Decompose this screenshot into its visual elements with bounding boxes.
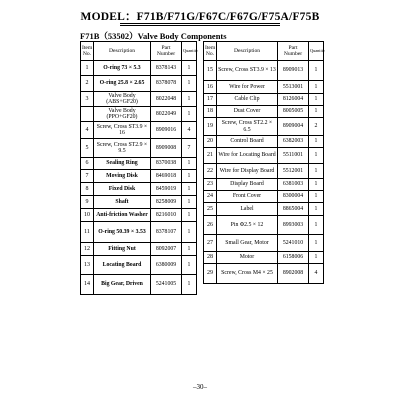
table-row — [204, 203, 324, 216]
item-no-cell: 18 — [204, 106, 217, 118]
quantity-cell: 1 — [309, 235, 324, 252]
quantity-cell: 1 — [182, 158, 197, 170]
description-cell: Moving Disk — [94, 170, 151, 183]
description-cell: O-ring 25.8 × 2.65 — [94, 76, 151, 92]
description-cell: Cable Clip — [217, 94, 278, 106]
quantity-cell: 1 — [309, 191, 324, 203]
part-number-cell: 8258009 — [151, 196, 182, 209]
table-row — [81, 209, 197, 222]
header-part-number: Part Number — [151, 42, 182, 61]
item-no-cell: 7 — [81, 170, 94, 183]
description-cell: Display Board — [217, 179, 278, 191]
item-no-cell: 1 — [81, 61, 94, 76]
quantity-cell: 1 — [182, 209, 197, 222]
table-row — [204, 148, 324, 164]
quantity-cell: 1 — [182, 107, 197, 122]
item-no-cell: 12 — [81, 243, 94, 256]
item-no-cell: 24 — [204, 191, 217, 203]
parts-table-right — [203, 41, 324, 284]
part-number-cell: 6380009 — [151, 256, 182, 275]
item-no-cell: 16 — [204, 81, 217, 94]
description-cell: Sealing Ring — [94, 158, 151, 170]
table-row — [204, 136, 324, 148]
description-cell: Fitting Nut — [94, 243, 151, 256]
description-cell: Small Gear, Motor — [217, 235, 278, 252]
table-header-row — [81, 42, 197, 61]
table-row — [81, 107, 197, 122]
item-no-cell: 8 — [81, 183, 94, 196]
description-cell: Dust Cover — [217, 106, 278, 118]
table-row — [81, 222, 197, 243]
description-cell: Label — [217, 203, 278, 216]
quantity-cell: 1 — [309, 94, 324, 106]
quantity-cell: 4 — [182, 122, 197, 139]
quantity-cell: 1 — [182, 183, 197, 196]
description-cell: Screw, Cross ST3.9 × 16 — [94, 122, 151, 139]
header-description: Description — [94, 42, 151, 61]
quantity-cell: 1 — [182, 196, 197, 209]
parts-table-left — [80, 41, 197, 295]
table-row — [81, 170, 197, 183]
description-cell: O-ring 50.39 × 3.53 — [94, 222, 151, 243]
item-no-cell: 2 — [81, 76, 94, 92]
item-no-cell: 25 — [204, 203, 217, 216]
description-cell: Wire for Locating Board — [217, 148, 278, 164]
part-number-cell: 5512001 — [278, 164, 309, 179]
table-row — [204, 179, 324, 191]
part-number-cell: 8378143 — [151, 61, 182, 76]
quantity-cell: 1 — [309, 136, 324, 148]
item-no-cell: 13 — [81, 256, 94, 275]
table-row — [204, 61, 324, 81]
item-no-cell: 22 — [204, 164, 217, 179]
table-row — [204, 81, 324, 94]
item-no-cell: 20 — [204, 136, 217, 148]
item-no-cell: 4 — [81, 122, 94, 139]
part-number-cell: 8005005 — [278, 106, 309, 118]
part-number-cell: 8902008 — [278, 264, 309, 284]
quantity-cell: 1 — [182, 76, 197, 92]
part-number-cell: 6158006 — [278, 252, 309, 264]
quantity-cell: 2 — [309, 118, 324, 136]
quantity-cell: 1 — [309, 179, 324, 191]
quantity-cell: 1 — [309, 216, 324, 235]
description-cell: Motor — [217, 252, 278, 264]
item-no-cell — [81, 107, 94, 122]
table-row — [81, 76, 197, 92]
table-row — [204, 252, 324, 264]
part-number-cell: 8022049 — [151, 107, 182, 122]
part-number-cell: 8469018 — [151, 170, 182, 183]
part-number-cell: 5513001 — [278, 81, 309, 94]
quantity-cell: 1 — [309, 148, 324, 164]
part-number-cell: 8909016 — [151, 122, 182, 139]
quantity-cell: 1 — [182, 243, 197, 256]
table-row — [81, 158, 197, 170]
table-row — [81, 256, 197, 275]
header-description: Description — [217, 42, 278, 61]
description-cell: Big Gear, Driven — [94, 275, 151, 295]
part-number-cell: 5241005 — [151, 275, 182, 295]
table-row — [81, 183, 197, 196]
part-number-cell: 8370038 — [151, 158, 182, 170]
part-number-cell: 5241010 — [278, 235, 309, 252]
item-no-cell: 23 — [204, 179, 217, 191]
part-number-cell: 8993003 — [278, 216, 309, 235]
part-number-cell: 8092007 — [151, 243, 182, 256]
table-header-row — [204, 42, 324, 61]
quantity-cell: 1 — [309, 61, 324, 81]
part-number-cell: 8300004 — [278, 191, 309, 203]
item-no-cell: 17 — [204, 94, 217, 106]
page-number: –30– — [193, 383, 207, 391]
part-number-cell: 8459019 — [151, 183, 182, 196]
description-cell: Fixed Disk — [94, 183, 151, 196]
item-no-cell: 21 — [204, 148, 217, 164]
quantity-cell: 1 — [182, 61, 197, 76]
quantity-cell: 1 — [182, 170, 197, 183]
item-no-cell: 28 — [204, 252, 217, 264]
title-underline-top — [120, 23, 280, 24]
part-number-cell: 8909013 — [278, 61, 309, 81]
part-number-cell: 5511001 — [278, 148, 309, 164]
part-number-cell: 8126004 — [278, 94, 309, 106]
quantity-cell: 1 — [182, 222, 197, 243]
description-cell: O-ring 73 × 5.3 — [94, 61, 151, 76]
quantity-cell: 1 — [182, 256, 197, 275]
table-row — [204, 106, 324, 118]
table-row — [81, 92, 197, 107]
item-no-cell: 29 — [204, 264, 217, 284]
description-cell: Valve Body (PPO+GF20) — [94, 107, 151, 122]
header-item-no: Item No. — [81, 42, 94, 61]
quantity-cell: 4 — [309, 264, 324, 284]
part-number-cell: 6382003 — [278, 136, 309, 148]
table-row — [81, 61, 197, 76]
table-row — [204, 118, 324, 136]
item-no-cell: 6 — [81, 158, 94, 170]
description-cell: Control Board — [217, 136, 278, 148]
table-row — [204, 94, 324, 106]
table-row — [81, 196, 197, 209]
description-cell: Wire for Display Board — [217, 164, 278, 179]
page-title: MODEL：F71B/F71G/F67C/F67G/F75A/F75B — [80, 11, 320, 23]
quantity-cell: 1 — [182, 275, 197, 295]
item-no-cell: 3 — [81, 92, 94, 107]
item-no-cell: 15 — [204, 61, 217, 81]
quantity-cell: 1 — [309, 106, 324, 118]
header-quantity: Quantity — [309, 42, 324, 61]
table-row — [204, 235, 324, 252]
description-cell: Screw, Cross ST2.9 × 9.5 — [94, 139, 151, 158]
description-cell: Pin Φ2.5 × 12 — [217, 216, 278, 235]
table-row — [204, 264, 324, 284]
header-item-no: Item No. — [204, 42, 217, 61]
item-no-cell: 14 — [81, 275, 94, 295]
description-cell: Anti-friction Washer — [94, 209, 151, 222]
part-number-cell: 8909004 — [278, 118, 309, 136]
table-row — [81, 275, 197, 295]
part-number-cell: 8216010 — [151, 209, 182, 222]
part-number-cell: 8378078 — [151, 76, 182, 92]
item-no-cell: 27 — [204, 235, 217, 252]
description-cell: Valve Body (ABS+GF20) — [94, 92, 151, 107]
part-number-cell: 6381003 — [278, 179, 309, 191]
description-cell: Locating Board — [94, 256, 151, 275]
quantity-cell: 1 — [309, 252, 324, 264]
description-cell: Shaft — [94, 196, 151, 209]
item-no-cell: 5 — [81, 139, 94, 158]
quantity-cell: 7 — [182, 139, 197, 158]
quantity-cell: 1 — [182, 92, 197, 107]
description-cell: Screw, Cross ST2.2 × 6.5 — [217, 118, 278, 136]
table-row — [204, 191, 324, 203]
item-no-cell: 26 — [204, 216, 217, 235]
table-row — [81, 139, 197, 158]
table-row — [204, 216, 324, 235]
item-no-cell: 11 — [81, 222, 94, 243]
part-number-cell: 8865004 — [278, 203, 309, 216]
quantity-cell: 1 — [309, 164, 324, 179]
item-no-cell: 10 — [81, 209, 94, 222]
part-number-cell: 8022048 — [151, 92, 182, 107]
table-row — [81, 122, 197, 139]
part-number-cell: 8378107 — [151, 222, 182, 243]
section-subtitle: F71B（53502）Valve Body Components — [80, 31, 227, 41]
description-cell: Front Cover — [217, 191, 278, 203]
description-cell: Screw, Cross M4 × 25 — [217, 264, 278, 284]
title-underline-bottom — [120, 25, 280, 26]
item-no-cell: 19 — [204, 118, 217, 136]
header-part-number: Part Number — [278, 42, 309, 61]
table-row — [81, 243, 197, 256]
header-quantity: Quantity — [182, 42, 197, 61]
table-row — [204, 164, 324, 179]
quantity-cell: 1 — [309, 203, 324, 216]
part-number-cell: 8909008 — [151, 139, 182, 158]
item-no-cell: 9 — [81, 196, 94, 209]
description-cell: Wire for Power — [217, 81, 278, 94]
quantity-cell: 1 — [309, 81, 324, 94]
description-cell: Screw, Cross ST3.9 × 13 — [217, 61, 278, 81]
